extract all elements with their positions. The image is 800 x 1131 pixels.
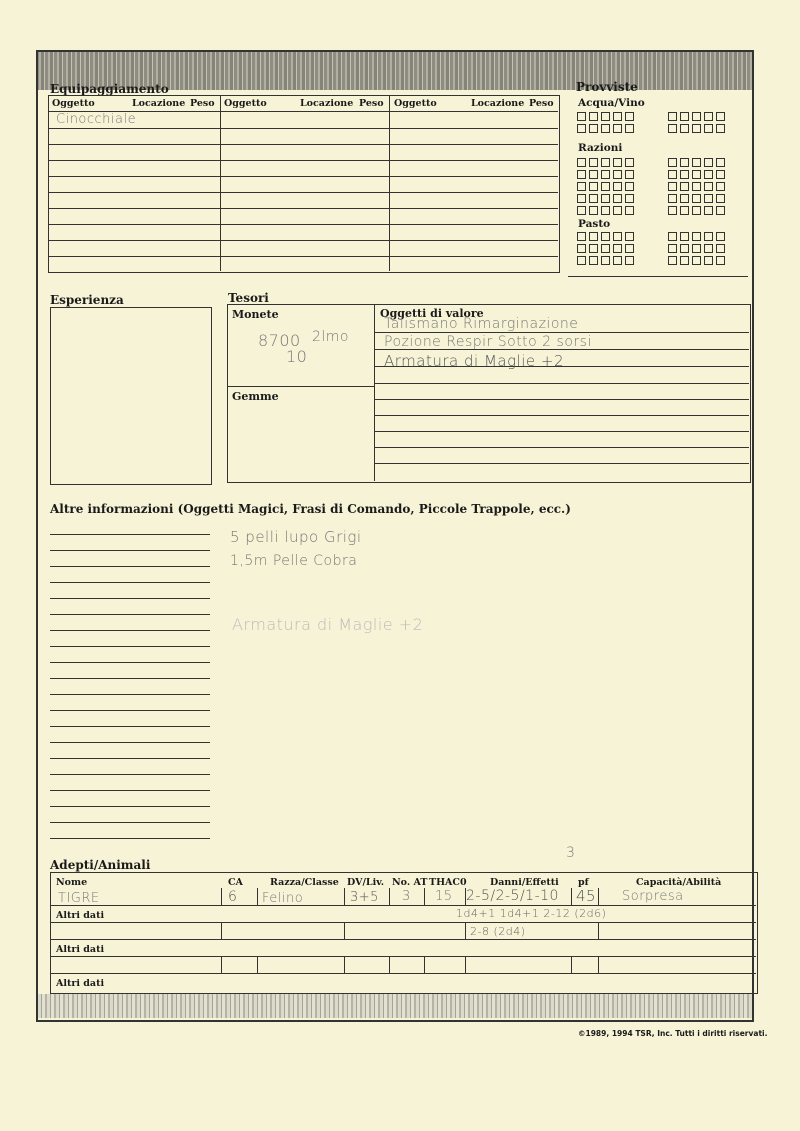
col-thac0: THAC0 — [429, 877, 467, 888]
col-oggetto-3: Oggetto — [394, 98, 437, 109]
provviste-checkbox[interactable] — [704, 158, 713, 167]
altre-info-line — [50, 838, 210, 839]
tesori-title: Tesori — [228, 291, 269, 305]
provviste-checkbox[interactable] — [613, 244, 622, 253]
provviste-checkbox[interactable] — [601, 232, 610, 241]
provviste-checkbox[interactable] — [668, 232, 677, 241]
provviste-checkbox[interactable] — [680, 194, 689, 203]
altre-info-line — [50, 614, 210, 615]
provviste-checkbox[interactable] — [716, 206, 725, 215]
col-peso-3: Peso — [529, 98, 554, 109]
adepto-nome[interactable]: TIGRE — [58, 891, 100, 906]
provviste-checkbox-row — [577, 244, 637, 253]
altre-info-line — [50, 774, 210, 775]
provviste-checkbox[interactable] — [577, 256, 586, 265]
razioni-label: Razioni — [578, 142, 623, 154]
provviste-checkbox-row — [668, 194, 728, 203]
provviste-checkbox-row — [668, 244, 728, 253]
col-razza-classe: Razza/Classe — [270, 877, 339, 888]
provviste-checkbox-row — [668, 158, 728, 167]
adepti-col-divider — [257, 956, 258, 973]
adepti-col-divider — [221, 888, 222, 905]
provviste-checkbox[interactable] — [601, 170, 610, 179]
provviste-checkbox[interactable] — [625, 158, 634, 167]
provviste-checkbox[interactable] — [589, 124, 598, 133]
col-nome: Nome — [56, 877, 88, 888]
provviste-checkbox[interactable] — [589, 244, 598, 253]
provviste-checkbox-row — [577, 112, 637, 121]
adepti-col-divider — [344, 956, 345, 973]
provviste-checkbox[interactable] — [692, 194, 701, 203]
altre-info-line — [50, 790, 210, 791]
provviste-checkbox[interactable] — [577, 182, 586, 191]
adepti-number-note: 3 — [566, 845, 576, 861]
provviste-checkbox-row — [577, 256, 637, 265]
provviste-checkbox[interactable] — [589, 206, 598, 215]
provviste-checkbox[interactable] — [613, 232, 622, 241]
provviste-checkbox[interactable] — [680, 124, 689, 133]
adepti-col-divider — [571, 956, 572, 973]
provviste-title: Provviste — [576, 80, 638, 94]
altre-info-line — [50, 726, 210, 727]
altre-info-line — [50, 566, 210, 567]
col-locazione-2: Locazione — [300, 98, 354, 109]
provviste-checkbox[interactable] — [680, 158, 689, 167]
adepti-col-divider — [465, 956, 466, 973]
altre-info-line — [50, 710, 210, 711]
altre-info-entry[interactable]: 5 pelli lupo Grigi — [230, 528, 362, 546]
monete-value[interactable]: 2lmo — [312, 329, 349, 345]
equip-entry[interactable]: Cinocchiale — [56, 112, 137, 127]
provviste-checkbox-row — [577, 206, 637, 215]
provviste-checkbox[interactable] — [613, 170, 622, 179]
acqua-vino-label: Acqua/Vino — [578, 97, 645, 109]
provviste-checkbox[interactable] — [716, 232, 725, 241]
provviste-checkbox[interactable] — [577, 194, 586, 203]
provviste-checkbox[interactable] — [613, 256, 622, 265]
adepto-razza[interactable]: Felino — [262, 891, 304, 906]
altre-info-line — [50, 662, 210, 663]
col-locazione-1: Locazione — [132, 98, 186, 109]
altre-info-line — [50, 806, 210, 807]
provviste-checkbox[interactable] — [668, 256, 677, 265]
adepti-row-line — [50, 939, 756, 940]
provviste-checkbox[interactable] — [680, 182, 689, 191]
adepti-col-divider — [221, 922, 222, 939]
provviste-checkbox[interactable] — [716, 182, 725, 191]
oggetti-row-line — [375, 332, 749, 333]
adepti-col-divider — [389, 888, 390, 905]
provviste-checkbox[interactable] — [589, 256, 598, 265]
adepti-row-line — [50, 922, 756, 923]
provviste-checkbox[interactable] — [613, 182, 622, 191]
altre-info-line — [50, 742, 210, 743]
provviste-checkbox[interactable] — [589, 112, 598, 121]
adepti-col-divider — [257, 888, 258, 905]
equip-row-line — [48, 128, 558, 129]
provviste-checkbox[interactable] — [668, 244, 677, 253]
adepti-title: Adepti/Animali — [50, 858, 151, 872]
provviste-checkbox-row — [668, 170, 728, 179]
equip-row-line — [48, 208, 558, 209]
provviste-checkbox[interactable] — [668, 158, 677, 167]
provviste-checkbox[interactable] — [625, 112, 634, 121]
oggetti-row-line — [375, 383, 749, 384]
equip-row-line — [48, 224, 558, 225]
adepti-col-divider — [344, 888, 345, 905]
altre-info-entry[interactable]: 1,5m Pelle Cobra — [230, 553, 358, 569]
altre-info-line — [50, 646, 210, 647]
col-ca: CA — [228, 877, 243, 888]
provviste-checkbox[interactable] — [668, 206, 677, 215]
adepti-col-divider — [571, 888, 572, 905]
provviste-checkbox[interactable] — [625, 194, 634, 203]
provviste-checkbox[interactable] — [589, 158, 598, 167]
oggetto-valore-entry[interactable]: Talismano Rimarginazione — [384, 316, 579, 332]
provviste-checkbox-row — [577, 170, 637, 179]
adepti-col-divider — [424, 888, 425, 905]
col-peso-2: Peso — [359, 98, 384, 109]
provviste-checkbox[interactable] — [704, 244, 713, 253]
provviste-checkbox[interactable] — [680, 206, 689, 215]
provviste-checkbox[interactable] — [625, 232, 634, 241]
adepti-col-divider — [598, 888, 599, 905]
provviste-checkbox[interactable] — [692, 112, 701, 121]
altre-informazioni-title: Altre informazioni (Oggetti Magici, Frasi di Comando, Piccole Trappole, ecc.) — [50, 502, 571, 516]
provviste-checkbox[interactable] — [716, 244, 725, 253]
altre-info-faint-entry: Armatura di Maglie +2 — [232, 615, 424, 634]
provviste-checkbox-row — [668, 124, 728, 133]
adepti-col-divider — [389, 956, 390, 973]
altre-info-line — [50, 582, 210, 583]
oggetto-valore-entry[interactable]: Pozione Respir Sotto 2 sorsi — [384, 334, 592, 350]
adepto-capacita[interactable]: Sorpresa — [622, 889, 684, 904]
provviste-checkbox[interactable] — [625, 170, 634, 179]
provviste-checkbox[interactable] — [668, 182, 677, 191]
provviste-checkbox[interactable] — [577, 170, 586, 179]
adepti-col-divider — [598, 922, 599, 939]
provviste-checkbox[interactable] — [589, 170, 598, 179]
equip-row-line — [48, 144, 558, 145]
equip-row-line — [48, 256, 558, 257]
provviste-checkbox[interactable] — [704, 232, 713, 241]
provviste-checkbox[interactable] — [704, 206, 713, 215]
provviste-checkbox[interactable] — [704, 124, 713, 133]
provviste-checkbox[interactable] — [704, 170, 713, 179]
provviste-checkbox[interactable] — [613, 206, 622, 215]
oggetto-valore-entry[interactable]: Armatura di Maglie +2 — [384, 352, 565, 370]
provviste-checkbox-row — [577, 194, 637, 203]
col-locazione-3: Locazione — [471, 98, 525, 109]
provviste-checkbox[interactable] — [601, 124, 610, 133]
provviste-checkbox[interactable] — [704, 194, 713, 203]
adepto-danni-extra[interactable]: 2-8 (2d4) — [470, 925, 526, 938]
provviste-checkbox[interactable] — [613, 194, 622, 203]
provviste-checkbox[interactable] — [577, 112, 586, 121]
provviste-checkbox[interactable] — [625, 124, 634, 133]
col-danni-effetti: Danni/Effetti — [490, 877, 559, 888]
provviste-checkbox[interactable] — [716, 194, 725, 203]
provviste-checkbox[interactable] — [577, 158, 586, 167]
tesori-divider — [374, 304, 375, 481]
gemme-label: Gemme — [232, 390, 279, 403]
provviste-checkbox[interactable] — [680, 244, 689, 253]
altre-info-line — [50, 630, 210, 631]
provviste-checkbox[interactable] — [601, 256, 610, 265]
altri-dati-label: Altri dati — [56, 978, 105, 989]
altre-info-line — [50, 534, 210, 535]
adepto-ca[interactable]: 6 — [228, 889, 238, 905]
provviste-checkbox-row — [668, 206, 728, 215]
provviste-checkbox[interactable] — [577, 124, 586, 133]
provviste-checkbox[interactable] — [577, 244, 586, 253]
altre-info-line — [50, 822, 210, 823]
adepti-col-divider — [344, 922, 345, 939]
provviste-checkbox[interactable] — [680, 256, 689, 265]
oggetti-di-valore-label: Oggetti di valore — [380, 307, 484, 320]
oggetti-row-line — [375, 415, 749, 416]
provviste-checkbox[interactable] — [692, 158, 701, 167]
copyright-notice: ©1989, 1994 TSR, Inc. Tutti i diritti riservati. — [578, 1029, 768, 1038]
equip-divider — [389, 95, 390, 271]
provviste-checkbox[interactable] — [625, 182, 634, 191]
pasto-label: Pasto — [578, 218, 611, 230]
equip-divider — [220, 95, 221, 271]
provviste-checkbox[interactable] — [601, 194, 610, 203]
provviste-checkbox[interactable] — [680, 170, 689, 179]
equip-row-line — [48, 176, 558, 177]
provviste-checkbox[interactable] — [589, 182, 598, 191]
col-no-at: No. AT — [392, 877, 428, 888]
altri-dati-label: Altri dati — [56, 910, 105, 921]
col-pf: pf — [578, 877, 589, 888]
provviste-checkbox[interactable] — [589, 194, 598, 203]
provviste-checkbox-row — [668, 232, 728, 241]
provviste-checkbox[interactable] — [668, 112, 677, 121]
provviste-checkbox[interactable] — [692, 124, 701, 133]
provviste-checkbox[interactable] — [589, 232, 598, 241]
provviste-checkbox[interactable] — [601, 182, 610, 191]
adepti-col-divider — [598, 956, 599, 973]
altre-info-line — [50, 758, 210, 759]
provviste-checkbox[interactable] — [680, 112, 689, 121]
provviste-checkbox[interactable] — [716, 170, 725, 179]
provviste-bottom-line — [568, 276, 748, 277]
monete-value[interactable]: 8700 — [258, 331, 301, 350]
provviste-checkbox[interactable] — [716, 112, 725, 121]
provviste-checkbox[interactable] — [716, 158, 725, 167]
provviste-checkbox[interactable] — [601, 158, 610, 167]
altre-info-line — [50, 678, 210, 679]
provviste-checkbox[interactable] — [613, 112, 622, 121]
col-oggetto-2: Oggetto — [224, 98, 267, 109]
monete-label: Monete — [232, 308, 279, 321]
adepto-no-at[interactable]: 3 — [402, 889, 411, 904]
oggetti-row-line — [375, 399, 749, 400]
altre-info-line — [50, 598, 210, 599]
adepto-danni[interactable]: 2-5/2-5/1-10 — [466, 888, 559, 904]
monete-value[interactable]: 10 — [286, 347, 308, 366]
equip-row-line — [48, 160, 558, 161]
provviste-checkbox[interactable] — [692, 232, 701, 241]
adepto-pf[interactable]: 45 — [576, 887, 597, 905]
provviste-checkbox-row — [668, 182, 728, 191]
provviste-checkbox[interactable] — [577, 206, 586, 215]
equip-row-line — [48, 240, 558, 241]
provviste-checkbox[interactable] — [716, 124, 725, 133]
provviste-checkbox[interactable] — [716, 256, 725, 265]
provviste-checkbox[interactable] — [668, 194, 677, 203]
altre-info-line — [50, 550, 210, 551]
adepti-row-line — [50, 956, 756, 957]
oggetti-row-line — [375, 463, 749, 464]
provviste-checkbox-row — [577, 182, 637, 191]
provviste-checkbox[interactable] — [613, 158, 622, 167]
provviste-checkbox[interactable] — [613, 124, 622, 133]
altri-dati-label: Altri dati — [56, 944, 105, 955]
adepti-col-divider — [221, 956, 222, 973]
provviste-checkbox[interactable] — [668, 124, 677, 133]
provviste-checkbox[interactable] — [704, 256, 713, 265]
provviste-checkbox[interactable] — [692, 256, 701, 265]
adepto-danni-extra[interactable]: 1d4+1 1d4+1 2-12 (2d6) — [456, 907, 607, 920]
provviste-checkbox[interactable] — [577, 232, 586, 241]
provviste-checkbox-row — [577, 124, 637, 133]
col-oggetto-1: Oggetto — [52, 98, 95, 109]
provviste-checkbox[interactable] — [601, 112, 610, 121]
tesori-divider — [227, 386, 375, 387]
adepto-thac0[interactable]: 15 — [435, 889, 453, 904]
esperienza-title: Esperienza — [50, 293, 124, 307]
provviste-checkbox-row — [577, 158, 637, 167]
provviste-checkbox[interactable] — [692, 244, 701, 253]
provviste-checkbox[interactable] — [625, 244, 634, 253]
provviste-checkbox[interactable] — [625, 256, 634, 265]
oggetti-row-line — [375, 447, 749, 448]
provviste-checkbox[interactable] — [692, 170, 701, 179]
equip-row-line — [48, 192, 558, 193]
provviste-checkbox[interactable] — [704, 182, 713, 191]
adepto-dv[interactable]: 3+5 — [350, 890, 379, 905]
col-peso-1: Peso — [190, 98, 215, 109]
provviste-checkbox[interactable] — [692, 206, 701, 215]
provviste-checkbox[interactable] — [704, 112, 713, 121]
adepti-col-divider — [424, 956, 425, 973]
provviste-checkbox-row — [668, 256, 728, 265]
equipaggiamento-title: Equipaggiamento — [50, 82, 169, 96]
esperienza-box[interactable] — [50, 307, 212, 485]
provviste-checkbox-row — [577, 232, 637, 241]
col-capacita-abilita: Capacità/Abilità — [636, 877, 722, 888]
provviste-checkbox[interactable] — [680, 232, 689, 241]
provviste-checkbox-row — [668, 112, 728, 121]
oggetti-row-line — [375, 431, 749, 432]
provviste-checkbox[interactable] — [668, 170, 677, 179]
provviste-checkbox[interactable] — [601, 206, 610, 215]
col-dv-liv: DV/Liv. — [347, 877, 385, 888]
provviste-checkbox[interactable] — [625, 206, 634, 215]
adepti-row-line — [50, 905, 756, 906]
provviste-checkbox[interactable] — [692, 182, 701, 191]
altre-info-line — [50, 694, 210, 695]
provviste-checkbox[interactable] — [601, 244, 610, 253]
adepti-col-divider — [465, 922, 466, 939]
adepti-row-line — [50, 973, 756, 974]
